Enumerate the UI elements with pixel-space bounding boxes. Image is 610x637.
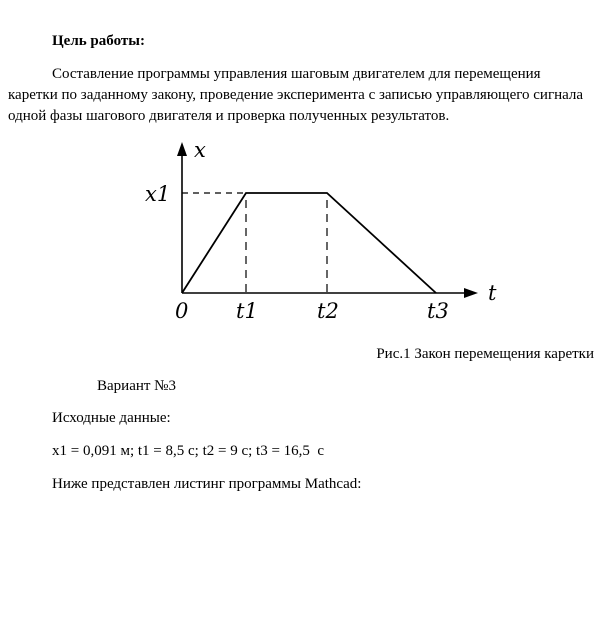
y-axis-arrow	[177, 142, 187, 156]
motion-law-figure	[140, 138, 520, 328]
variant-label: Вариант №3	[97, 378, 176, 394]
section-heading: Цель работы:	[52, 33, 145, 49]
purpose-line: Составление программы управления шаговым двигателем для перемещения	[52, 66, 541, 82]
source-values: x1 = 0,091 м; t1 = 8,5 с; t2 = 9 с; t3 = 16,5 с	[52, 443, 325, 459]
purpose-paragraph	[8, 64, 598, 127]
t3-tick-label: t3	[427, 299, 449, 323]
displacement-curve	[182, 193, 436, 293]
purpose-line: одной фазы шагового двигателя и проверка полученных результатов.	[8, 108, 450, 124]
t2-tick-label: t2	[317, 299, 339, 323]
x-axis-label: t	[488, 281, 497, 305]
source-data-label: Исходные данные:	[52, 410, 171, 426]
origin-label: 0	[175, 299, 189, 323]
y-axis-label: x	[194, 138, 206, 162]
listing-intro: Ниже представлен листинг программы Mathcad:	[52, 476, 362, 492]
purpose-line: каретки по заданному закону, проведение эксперимента с записью управляющего сигнала	[8, 87, 584, 103]
x-axis-arrow	[464, 288, 478, 298]
x1-level-label: x1	[145, 182, 171, 206]
figure-caption: Рис.1 Закон перемещения каретки	[376, 346, 594, 362]
t1-tick-label: t1	[236, 299, 258, 323]
